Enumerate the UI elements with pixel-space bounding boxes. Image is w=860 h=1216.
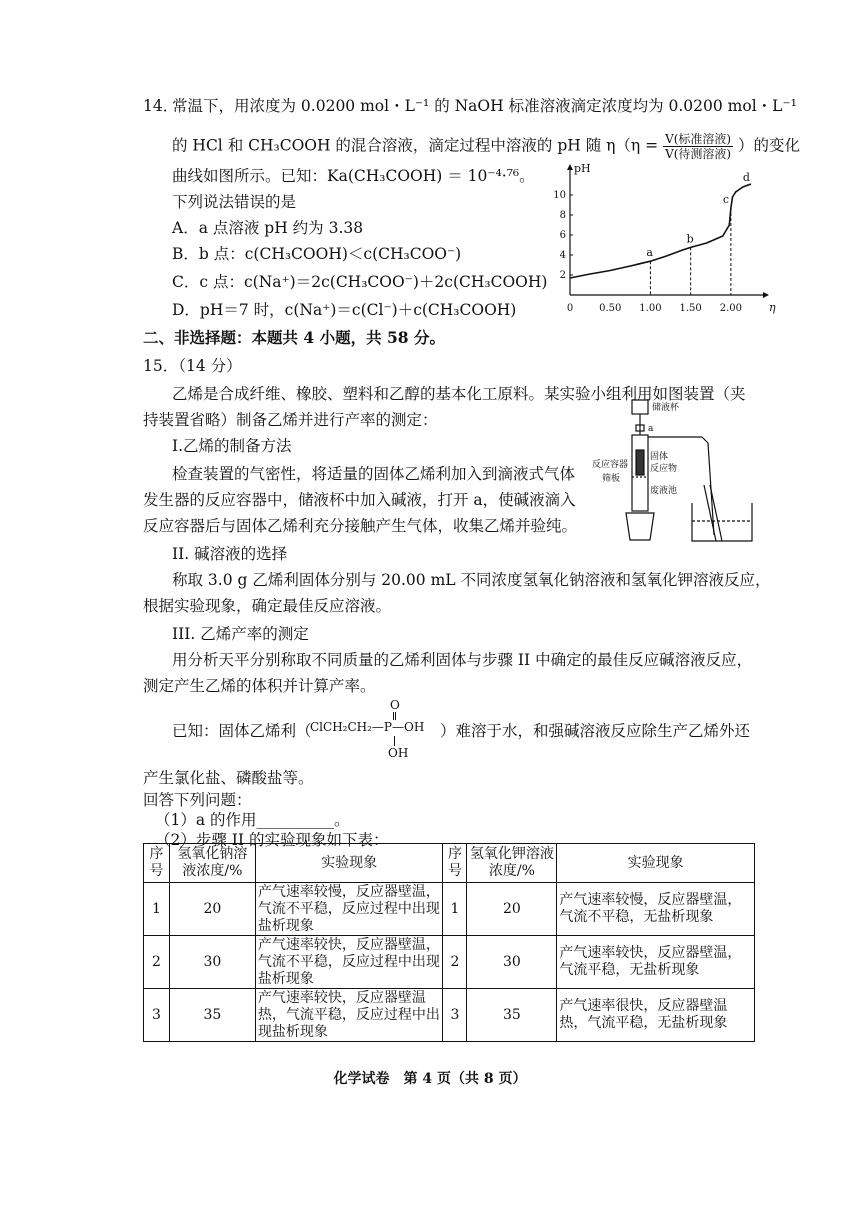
chart-axes — [553, 162, 776, 314]
cell: 35 — [467, 989, 557, 1042]
cell: 产气速率较慢，反应器壁温，气流不平稳，无盐析现象 — [557, 883, 755, 936]
label-vessel: 反应容器 — [592, 460, 629, 470]
formula-oh: OH — [388, 746, 409, 760]
label-sieve: 筛板 — [602, 474, 621, 484]
step-3-line1: 用分析天平分别称取不同质量的乙烯利固体与步骤 II 中确定的最佳反应碱溶液反应， — [172, 651, 753, 669]
eta-fraction-den: V(待测溶液) — [665, 147, 732, 161]
y-tick-label: 8 — [559, 210, 566, 221]
label-valve: a — [648, 424, 654, 434]
header-seq-koh: 序号 — [443, 844, 467, 883]
step-2-line2: 根据实验现象，确定最佳反应溶液。 — [143, 597, 392, 615]
cell: 1 — [443, 883, 467, 936]
cell: 30 — [169, 936, 255, 989]
q15-p1-b: 持装置省略）制备乙烯并进行产率的测定： — [143, 411, 438, 429]
q14-line2 — [172, 132, 800, 161]
point-d-label: d — [742, 171, 750, 184]
header-phenomenon-koh: 实验现象 — [557, 844, 755, 883]
q15-p1-a: 乙烯是合成纤维、橡胶、塑料和乙醇的基本化工原料。某实验小组利用如图装置（夹 — [172, 385, 746, 403]
q15-header: 15．（14 分） — [143, 357, 242, 375]
x-tick-label: 0.50 — [599, 303, 622, 314]
chart-labels — [646, 171, 750, 295]
x-tick-label: 1.00 — [639, 303, 662, 314]
y-axis-arrow — [567, 164, 573, 170]
known-c: 产生氯化盐、磷酸盐等。 — [143, 769, 314, 787]
step-1-line3: 反应容器后与固体乙烯利充分接触产生气体，收集乙烯并验纯。 — [143, 517, 578, 535]
table-row — [144, 936, 755, 989]
formula-main: ClCH₂CH₂—P—OH — [310, 720, 425, 734]
option-d: D．pH＝7 时，c(Na⁺)＝c(Cl⁻)＋c(CH₃COOH) — [172, 301, 517, 319]
x-tick-label: 2.00 — [719, 303, 743, 314]
step-2-title: II. 碱溶液的选择 — [172, 545, 288, 563]
cell: 2 — [443, 936, 467, 989]
reservoir-cup — [632, 400, 648, 414]
header-koh-conc: 氢氧化钾溶液浓度/% — [467, 844, 557, 883]
answer-prompt: 回答下列问题： — [143, 791, 252, 809]
cell: 1 — [144, 883, 170, 936]
step-1-line1: 检查装置的气密性，将适量的固体乙烯利加入到滴液式气体 — [172, 465, 576, 483]
y-tick-label: 2 — [559, 270, 566, 281]
eta-fraction — [663, 132, 733, 161]
formula-double-bond — [393, 712, 396, 720]
q14-line1: 常温下，用浓度为 0.0200 mol・L⁻¹ 的 NaOH 标准溶液滴定浓度均为 0.0200 mol・L⁻¹ — [172, 97, 797, 115]
q14-line2-b: ）的变化 — [738, 136, 801, 155]
cell: 3 — [144, 989, 170, 1042]
header-phenomenon-naoh: 实验现象 — [255, 844, 443, 883]
sub-question-2: （2）步骤 II 的实验现象如下表： — [155, 831, 389, 849]
known-b: ）难溶于水，和强碱溶液反应除生产乙烯外还 — [440, 722, 751, 740]
cell: 产气速率很快，反应器壁温热，气流平稳，无盐析现象 — [557, 989, 755, 1042]
x-axis-arrow — [763, 292, 769, 298]
label-waste: 废液池 — [650, 486, 678, 496]
label-solid: 固体 — [650, 452, 669, 462]
step-3-title: III. 乙烯产率的测定 — [172, 625, 309, 643]
y-tick-label: 6 — [559, 230, 566, 241]
table-header-row — [144, 844, 755, 883]
y-axis-label: pH — [574, 162, 591, 175]
cell: 3 — [443, 989, 467, 1042]
q14-line2-a: 的 HCl 和 CH₃COOH 的混合溶液，滴定过程中溶液的 pH 随 η（η = — [172, 136, 659, 155]
experiment-table — [143, 843, 755, 1042]
point-b-label: b — [686, 232, 694, 246]
point-c-label: c — [722, 193, 730, 206]
step-2-line1: 称取 3.0 g 乙烯利固体分别与 20.00 mL 不同浓度氢氧化钠溶液和氢氧化钾溶液反应， — [172, 571, 771, 589]
apparatus-diagram — [592, 395, 767, 545]
header-seq-naoh: 序号 — [144, 844, 170, 883]
known-a: 已知：固体乙烯利（ — [172, 722, 312, 740]
option-c: C．c 点：c(Na⁺)＝2c(CH₃COO⁻)＋2c(CH₃COOH) — [172, 273, 548, 291]
cell: 35 — [169, 989, 255, 1042]
step-1-line2: 发生器的反应容器中，储液杯中加入碱液，打开 a，使碱液滴入 — [143, 491, 576, 509]
q14-line4: 下列说法错误的是 — [172, 193, 297, 211]
cell: 产气速率较快，反应器壁温，气流平稳，无盐析现象 — [557, 936, 755, 989]
cell: 产气速率较快，反应器壁温热，气流平稳，反应过程中出现盐析现象 — [255, 989, 443, 1042]
cell: 20 — [467, 883, 557, 936]
cell: 产气速率较快，反应器壁温，气流不平稳，反应过程中出现盐析现象 — [255, 936, 443, 989]
sub-question-1: （1）a 的作用__________。 — [155, 811, 350, 829]
q14-line3: 曲线如图所示。已知：Ka(CH₃COOH) ＝ 10⁻⁴·⁷⁶。 — [172, 167, 535, 185]
cell: 2 — [144, 936, 170, 989]
option-b: B．b 点：c(CH₃COOH)＜c(CH₃COO⁻) — [172, 245, 462, 263]
cell: 20 — [169, 883, 255, 936]
eta-fraction-num: V(标准溶液) — [665, 132, 732, 146]
option-a: A．a 点溶液 pH 约为 3.38 — [172, 219, 364, 237]
cell: 30 — [467, 936, 557, 989]
label-reactant: 反应物 — [650, 464, 678, 474]
q14-number: 14． — [143, 97, 179, 115]
section-2-heading: 二、非选择题：本题共 4 小题，共 58 分。 — [143, 328, 445, 347]
x-tick-label: 1.50 — [679, 303, 702, 314]
page-footer: 化学试卷 第 4 页（共 8 页） — [333, 1071, 527, 1087]
ethephon-formula — [310, 698, 430, 762]
header-naoh-conc: 氢氧化钠溶液浓度/% — [169, 844, 255, 883]
formula-single-bond — [394, 736, 395, 746]
table-row — [144, 989, 755, 1042]
step-3-line2: 测定产生乙烯的体积并计算产率。 — [143, 677, 376, 695]
point-a-label: a — [646, 246, 653, 260]
y-tick-label: 4 — [559, 250, 566, 261]
label-reservoir: 储液杯 — [652, 403, 680, 413]
y-tick-label: 10 — [553, 190, 566, 201]
cell: 产气速率较慢，反应器壁温，气流不平稳，反应过程中出现盐析现象 — [255, 883, 443, 936]
x-tick-label: 0 — [566, 303, 574, 314]
x-axis-label: η — [769, 301, 776, 314]
step-1-title: I.乙烯的制备方法 — [172, 437, 292, 455]
titration-chart — [545, 162, 776, 320]
table-row — [144, 883, 755, 936]
formula-o: O — [390, 698, 400, 712]
